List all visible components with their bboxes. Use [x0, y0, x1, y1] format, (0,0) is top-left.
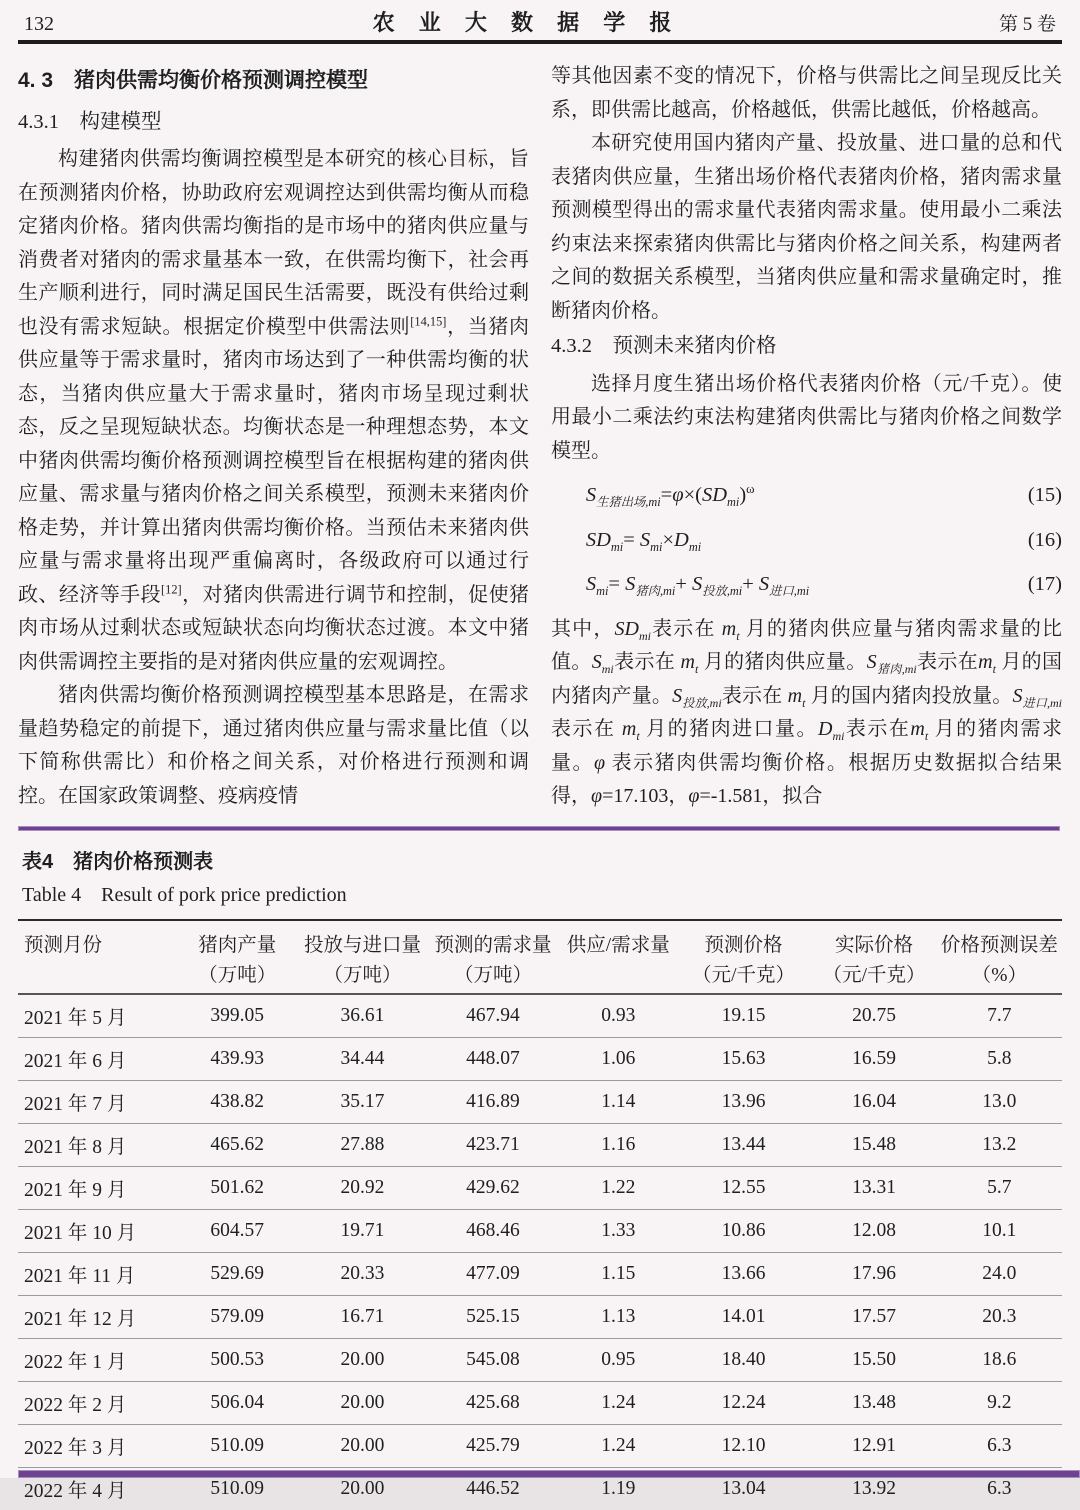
table-cell: 1.15 [561, 1252, 676, 1295]
column-header-unit: （元/千克） [822, 964, 926, 986]
text-segment: = [608, 573, 626, 595]
column-header [425, 920, 561, 994]
equation-15 [551, 479, 1062, 513]
table-cell: 24.0 [937, 1252, 1062, 1295]
table-header-row [18, 920, 1062, 994]
table-cell: 12.91 [811, 1424, 936, 1467]
text-segment: ，当猪肉供应量等于需求量时，猪肉市场达到了一种供需均衡的状态，当猪肉供应量大于需求量时，猪肉市场呈现过剩状态，反之呈现短缺状态。均衡状态是一种理想态势，本文中猪肉供需均衡价格预测调控模型旨在根据构建的猪肉供应量、需求量与猪肉价格之间关系模型，预测未来猪肉价格走势，并计算出猪肉供需均衡价格。当预估未来猪肉供应量与需求量将出现严重偏离时，各级政府可以通过行政、经济等手段 [18, 315, 530, 606]
table-cell: 6.3 [937, 1424, 1062, 1467]
paragraph-model-idea [18, 679, 529, 813]
subsection-heading-4-3-2: 4.3.2 预测未来猪肉价格 [551, 335, 777, 357]
table-cell: 2021 年 6 月 [18, 1037, 175, 1080]
table-cell: 1.19 [601, 1477, 636, 1499]
page-number: 132 [24, 13, 54, 35]
equation-number: (16) [1027, 528, 1062, 551]
table-cell: 27.88 [300, 1123, 425, 1166]
text-segment: t [736, 628, 740, 643]
table-cell: 579.09 [175, 1295, 300, 1338]
table-cell: 1.22 [561, 1166, 676, 1209]
table-cell: 1.24 [561, 1381, 676, 1424]
text-segment: + [742, 573, 759, 595]
text-segment: m [680, 651, 695, 673]
table-cell: 2021 年 12 月 [18, 1295, 175, 1338]
column-header-label: 预测月份 [24, 934, 103, 956]
text-segment: + [675, 573, 692, 595]
text-segment: S [585, 484, 597, 506]
table-cell: 1.16 [561, 1123, 676, 1166]
text-segment: 进口,mi [1022, 695, 1063, 710]
table-cell: 0.95 [561, 1338, 676, 1381]
table-cell: 448.07 [425, 1037, 561, 1080]
text-segment: S [585, 573, 597, 595]
table-cell: 15.63 [676, 1037, 812, 1080]
text-segment: 月的猪肉供应量。 [698, 651, 867, 673]
table-cell: 15.50 [811, 1338, 936, 1381]
column-header [676, 920, 812, 994]
column-header [300, 920, 425, 994]
text-segment: D [674, 528, 689, 551]
text-segment: 构建猪肉供需均衡调控模型是本研究的核心目标，旨在预测猪肉价格，协助政府宏观调控达到供需均衡从而稳定猪肉价格。猪肉供需均衡指的是市场中的猪肉供应量与消费者对猪肉的需求量基本一致，在供需均衡下，社会再生产顺利进行，同时满足国民生活需要，既没有供给过剩也没有需求短缺。根据定价模型中供需法则 [18, 148, 529, 338]
text-segment: [14,15] [410, 313, 447, 328]
table-cell: 468.46 [425, 1209, 561, 1252]
table-cell: 0.93 [561, 994, 676, 1038]
text-segment: 进口,mi [769, 584, 810, 599]
table-cell: 15.48 [811, 1123, 936, 1166]
text-segment: 其中， [551, 617, 615, 640]
column-header-label: 价格预测误差 [940, 934, 1058, 956]
text-segment: SD [585, 528, 611, 551]
text-segment: S [692, 573, 703, 595]
text-segment: 猪肉,mi [635, 584, 676, 599]
text-segment: t [802, 695, 806, 710]
table-cell: 36.61 [300, 994, 425, 1038]
equation-expression [586, 479, 755, 513]
paragraph-price-model [551, 368, 1062, 469]
table-cell: 10.86 [676, 1209, 812, 1252]
text-segment: t [695, 662, 699, 676]
table-cell: 13.66 [676, 1252, 812, 1295]
table-cell: 510.09 [210, 1477, 265, 1499]
table-row [18, 1338, 1062, 1381]
table-cell: 429.62 [425, 1166, 561, 1209]
table-cell: 20.75 [811, 994, 936, 1038]
table-row [18, 1080, 1062, 1123]
text-segment: m [978, 651, 993, 673]
equation-expression [586, 524, 701, 558]
table-row [18, 1295, 1062, 1338]
text-segment: 猪肉供需均衡价格预测调控模型基本思路是，在需求量趋势稳定的前提下，通过猪肉供应量与需求量比值（以下简称供需比）和价格之间关系，对价格进行预测和调控。在国家政策调整、疫病疫情 [18, 684, 529, 807]
text-segment: S [1012, 684, 1023, 707]
table-cell: 13.31 [811, 1166, 936, 1209]
table-row [18, 1123, 1062, 1166]
table-cell: 12.24 [676, 1381, 812, 1424]
text-segment: SD [614, 617, 639, 640]
text-segment: mi [650, 539, 663, 554]
table-cell: 439.93 [175, 1037, 300, 1080]
table-cell: 1.06 [561, 1037, 676, 1080]
table-cell: 477.09 [425, 1252, 561, 1295]
paragraph-inverse-relation [551, 60, 1062, 127]
table-cell: 529.69 [175, 1252, 300, 1295]
table-cell: 9.2 [937, 1381, 1062, 1424]
text-segment: S [758, 573, 770, 595]
column-header [18, 920, 175, 994]
text-segment: [12] [161, 581, 182, 596]
table-cell: 2021 年 8 月 [18, 1123, 175, 1166]
table-wrapper [18, 919, 1062, 1510]
text-segment: S [591, 651, 602, 673]
text-segment: S [639, 528, 651, 551]
table-cell: 16.71 [300, 1295, 425, 1338]
table-cell: 34.44 [300, 1037, 425, 1080]
pork-price-prediction-table [18, 919, 1062, 1510]
table-cell: 425.68 [425, 1381, 561, 1424]
table-cell: 446.52 [466, 1477, 520, 1499]
table-cell: 467.94 [425, 994, 561, 1038]
volume-label: 第 5 卷 [998, 14, 1056, 35]
text-segment: ×( [683, 484, 702, 506]
text-segment: 猪肉,mi [876, 662, 917, 676]
table-cell: 13.2 [937, 1123, 1062, 1166]
table-row [18, 1166, 1062, 1209]
column-header-label: 猪肉产量 [198, 934, 277, 956]
table-header [18, 920, 1062, 994]
text-segment: =17.103， [602, 785, 689, 807]
column-header-label: 预测价格 [704, 934, 783, 956]
table-caption-en: Table 4 Result of pork price prediction [22, 883, 347, 906]
text-segment: 表示在 [613, 651, 681, 673]
text-segment: mi [832, 729, 845, 743]
table-row [18, 1037, 1062, 1080]
table-row [18, 1209, 1062, 1252]
table-cell: 13.0 [937, 1080, 1062, 1123]
table-cell: 13.96 [676, 1080, 812, 1123]
table-cell: 425.79 [425, 1424, 561, 1467]
text-segment: S [866, 651, 877, 673]
table-cell: 19.15 [676, 994, 812, 1038]
text-segment: m [621, 718, 637, 740]
table-cell: 399.05 [175, 994, 300, 1038]
table-cell: 20.00 [300, 1338, 425, 1381]
text-segment: 投放,mi [702, 584, 743, 599]
text-segment: mi [601, 662, 614, 676]
text-segment: φ [672, 484, 684, 506]
table-cell: 20.00 [340, 1477, 385, 1499]
table-cell: 20.00 [300, 1381, 425, 1424]
equation-number: (17) [1027, 573, 1062, 595]
table-cell: 13.04 [721, 1477, 766, 1499]
equation-number: (15) [1027, 484, 1062, 506]
text-segment: ，对猪肉供需进行调节和控制，促使猪肉市场从过剩状态或短缺状态向均衡状态过渡。本文中猪肉供需调控主要指的是对猪肉供应量的宏观调控。 [18, 583, 530, 673]
table-cell: 506.04 [175, 1381, 300, 1424]
equation-expression [586, 568, 809, 602]
text-segment: SD [701, 484, 728, 506]
column-header [811, 920, 936, 994]
column-header-unit: （万吨） [453, 964, 532, 986]
table-cell: 12.55 [676, 1166, 812, 1209]
text-segment: 表示在 [650, 617, 722, 640]
column-header [561, 920, 676, 994]
table-cell: 510.09 [175, 1424, 300, 1467]
table-cell: 1.13 [561, 1295, 676, 1338]
column-header-label: 预测的需求量 [434, 934, 552, 956]
text-segment: = [623, 528, 640, 551]
table-cell: 13.92 [852, 1477, 896, 1499]
table-cell: 7.7 [937, 994, 1062, 1038]
table-cell: 17.57 [811, 1295, 936, 1338]
text-segment: mi [610, 539, 624, 554]
table-cell: 438.82 [175, 1080, 300, 1123]
column-header-unit: （元/千克） [692, 964, 795, 986]
table-cell: 13.44 [676, 1123, 812, 1166]
text-segment: 等其他因素不变的情况下，价格与供需比之间呈现反比关系，即供需比越高，价格越低，供需比越低，价格越高。 [551, 65, 1062, 121]
text-segment: 月的国内猪肉产量。 [551, 651, 1063, 707]
text-segment: 表示在 [844, 718, 911, 740]
article-body [0, 44, 1080, 814]
text-segment: t [992, 662, 996, 676]
column-header-label: 投放与进口量 [303, 934, 421, 956]
table-cell: 6.3 [987, 1477, 1012, 1499]
table-cell: 2021 年 7 月 [18, 1080, 175, 1123]
equation-17 [551, 568, 1062, 602]
table-cell: 2021 年 5 月 [18, 994, 175, 1038]
table-cell: 2021 年 11 月 [18, 1252, 175, 1295]
text-segment: 本研究使用国内猪肉产量、投放量、进口量的总和代表猪肉供应量，生猪出场价格代表猪肉价格，猪肉需求量预测模型得出的需求量代表猪肉需求量。使用最小二乘法约束法来探索猪肉供需比与猪肉价格之间关系，构建两者之间的数据关系模型，当猪肉供应量和需求量确定时，推断猪肉价格。 [551, 132, 1062, 322]
text-segment: 表示猪肉供需均衡价格。根据历史数据拟合结果得， [551, 751, 1063, 807]
text-segment: mi [688, 539, 702, 554]
table-cell: 10.1 [937, 1209, 1062, 1252]
text-segment: S [625, 573, 636, 595]
paragraph-model-construction [18, 143, 529, 679]
column-header-label: 实际价格 [835, 934, 914, 956]
table-cell: 2022 年 2 月 [18, 1381, 175, 1424]
text-segment: 选择月度生猪出场价格代表猪肉价格（元/千克）。使用最小二乘法约束法构建猪肉供需比与猪肉价格之间数学模型。 [551, 372, 1062, 462]
paragraph-symbol-definitions [551, 613, 1062, 814]
paragraph-data-sources [551, 127, 1062, 328]
text-segment: 生猪出场,mi [596, 495, 661, 510]
text-segment: m [721, 617, 737, 640]
section-heading-4-3: 4. 3 猪肉供需均衡价格预测调控模型 [18, 69, 369, 92]
table-cell: 416.89 [425, 1080, 561, 1123]
text-segment: 表示在 [721, 684, 788, 707]
text-segment: mi [638, 628, 651, 643]
table-cell: 14.01 [676, 1295, 812, 1338]
table-cell: 604.57 [175, 1209, 300, 1252]
table-cell: 2021 年 9 月 [18, 1166, 175, 1209]
equation-16 [551, 524, 1062, 558]
text-segment: = [660, 484, 673, 506]
text-segment: 投放,mi [682, 695, 722, 710]
table-caption-cn: 表4 猪肉价格预测表 [22, 850, 214, 873]
column-header [937, 920, 1062, 994]
table-cell: 18.40 [676, 1338, 812, 1381]
table-cell: 2021 年 10 月 [18, 1209, 175, 1252]
text-segment: φ [594, 751, 606, 774]
text-segment: D [818, 718, 833, 740]
text-segment: t [924, 729, 929, 743]
text-segment: 表示在 [916, 651, 979, 673]
table-cell: 12.08 [811, 1209, 936, 1252]
table-cell: 1.14 [561, 1080, 676, 1123]
table-row [18, 1424, 1062, 1467]
text-segment: t [636, 729, 640, 743]
text-segment: S [672, 684, 683, 707]
text-segment: m [787, 684, 803, 707]
table-cell: 501.62 [175, 1166, 300, 1209]
text-segment: mi [727, 495, 740, 510]
table-cell: 545.08 [425, 1338, 561, 1381]
text-segment: 月的国内猪肉投放量。 [805, 684, 1013, 707]
table-cell: 17.96 [811, 1252, 936, 1295]
table-cell: 2022 年 4 月 [24, 1480, 127, 1502]
column-header-unit [563, 959, 674, 989]
table-cell: 5.7 [937, 1166, 1062, 1209]
table-row [18, 1381, 1062, 1424]
column-header-unit: （万吨） [323, 964, 402, 986]
text-segment: m [910, 718, 925, 740]
column-header-unit [24, 959, 173, 989]
text-segment: 月的猪肉供应量与猪肉需求量的比值。 [551, 617, 1063, 673]
subsection-heading-4-3-1: 4.3.1 构建模型 [18, 110, 162, 133]
text-segment: 月的猪肉需求量。 [551, 718, 1063, 774]
table-cell: 2022 年 3 月 [18, 1424, 175, 1467]
text-segment: ) [739, 484, 747, 506]
table-cell: 525.15 [425, 1295, 561, 1338]
text-segment: φ [591, 785, 603, 807]
table-cell: 1.24 [561, 1424, 676, 1467]
table-row [18, 1252, 1062, 1295]
page-bottom-accent-bar [18, 1470, 1080, 1478]
text-segment: 表示在 [551, 718, 622, 740]
table-cell: 13.48 [811, 1381, 936, 1424]
table-cell: 20.92 [300, 1166, 425, 1209]
table-row [18, 994, 1062, 1038]
table-top-accent-bar [18, 826, 1060, 831]
text-segment: × [662, 528, 675, 551]
table-cell: 465.62 [175, 1123, 300, 1166]
table-cell: 20.00 [300, 1424, 425, 1467]
column-header-unit: （%） [971, 964, 1027, 986]
journal-title: 农 业 大 数 据 学 报 [372, 10, 681, 35]
table-cell: 423.71 [425, 1123, 561, 1166]
table-cell: 500.53 [175, 1338, 300, 1381]
running-head [0, 0, 1080, 38]
table-cell: 1.33 [561, 1209, 676, 1252]
column-header-label: 供应/需求量 [566, 934, 670, 956]
table-cell: 35.17 [300, 1080, 425, 1123]
table-cell: 5.8 [937, 1037, 1062, 1080]
table-body [18, 994, 1062, 1510]
column-header [175, 920, 300, 994]
table-cell: 18.6 [937, 1338, 1062, 1381]
table-cell: 16.59 [811, 1037, 936, 1080]
text-segment: 月的猪肉进口量。 [639, 718, 818, 740]
table-cell: 20.3 [937, 1295, 1062, 1338]
right-column [551, 60, 1062, 814]
table-cell: 20.33 [300, 1252, 425, 1295]
text-segment: =-1.581，拟合 [699, 785, 823, 807]
table-cell: 12.10 [676, 1424, 812, 1467]
text-segment: ω [746, 482, 755, 497]
table-cell: 16.04 [811, 1080, 936, 1123]
text-segment: φ [688, 785, 700, 807]
table-cell: 19.71 [300, 1209, 425, 1252]
column-header-unit: （万吨） [198, 964, 277, 986]
left-column [18, 60, 529, 814]
text-segment: mi [596, 584, 609, 599]
table-cell: 2022 年 1 月 [18, 1338, 175, 1381]
